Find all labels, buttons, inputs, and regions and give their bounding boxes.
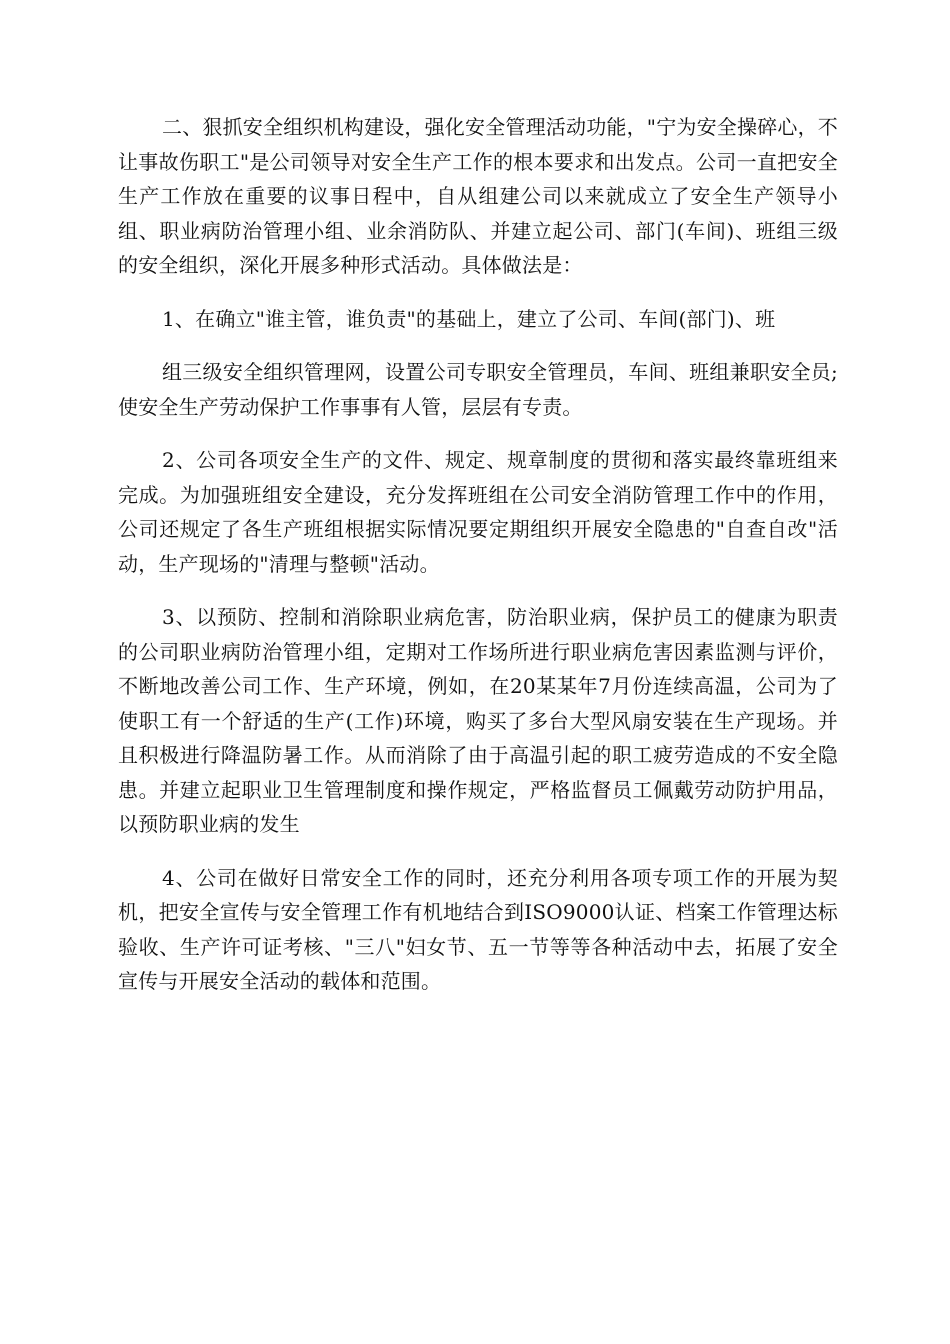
paragraph-section-two: 二、狠抓安全组织机构建设，强化安全管理活动功能，"宁为安全操碎心，不让事故伤职工"是公司领导对安全生产工作的根本要求和出发点。公司一直把安全生产工作放在重要的议事日程中，自从组建公司以来就成立了安全生产领导小组、职业病防治管理小组、业余消防队、并建立起公司、部门(车间)、班组三级的安全组织，深化开展多种形式活动。具体做法是： xyxy=(118,115,838,277)
paragraph-item-four: 4、公司在做好日常安全工作的同时，还充分利用各项专项工作的开展为契机，把安全宣传与安全管理工作有机地结合到ISO9000认证、档案工作管理达标验收、生产许可证考核、"三八"妇女节、五一节等等各种活动中去，拓展了安全宣传与开展安全活动的载体和范围。 xyxy=(118,865,838,993)
paragraph-item-three: 3、以预防、控制和消除职业病危害，防治职业病，保护员工的健康为职责的公司职业病防治管理小组，定期对工作场所进行职业病危害因素监测与评价，不断地改善公司工作、生产环境，例如，在20某某年7月份连续高温，公司为了使职工有一个舒适的生产(工作)环境，购买了多台大型风扇安装在生产现场。并且积极进行降温防暑工作。从而消除了由于高温引起的职工疲劳造成的不安全隐患。并建立起职业卫生管理制度和操作规定，严格监督员工佩戴劳动防护用品，以预防职业病的发生 xyxy=(118,605,838,836)
document-body xyxy=(118,110,838,1018)
paragraph-item-one: 1、在确立"谁主管，谁负责"的基础上，建立了公司、车间(部门)、班 xyxy=(162,306,776,331)
paragraph-item-one-continued: 组三级安全组织管理网，设置公司专职安全管理员，车间、班组兼职安全员;使安全生产劳动保护工作事事有人管，层层有专责。 xyxy=(118,360,838,419)
paragraph-item-two: 2、公司各项安全生产的文件、规定、规章制度的贯彻和落实最终靠班组来完成。为加强班组安全建设，充分发挥班组在公司安全消防管理工作中的作用，公司还规定了各生产班组根据实际情况要定期组织开展安全隐患的"自查自改"活动，生产现场的"清理与整顿"活动。 xyxy=(118,448,838,576)
